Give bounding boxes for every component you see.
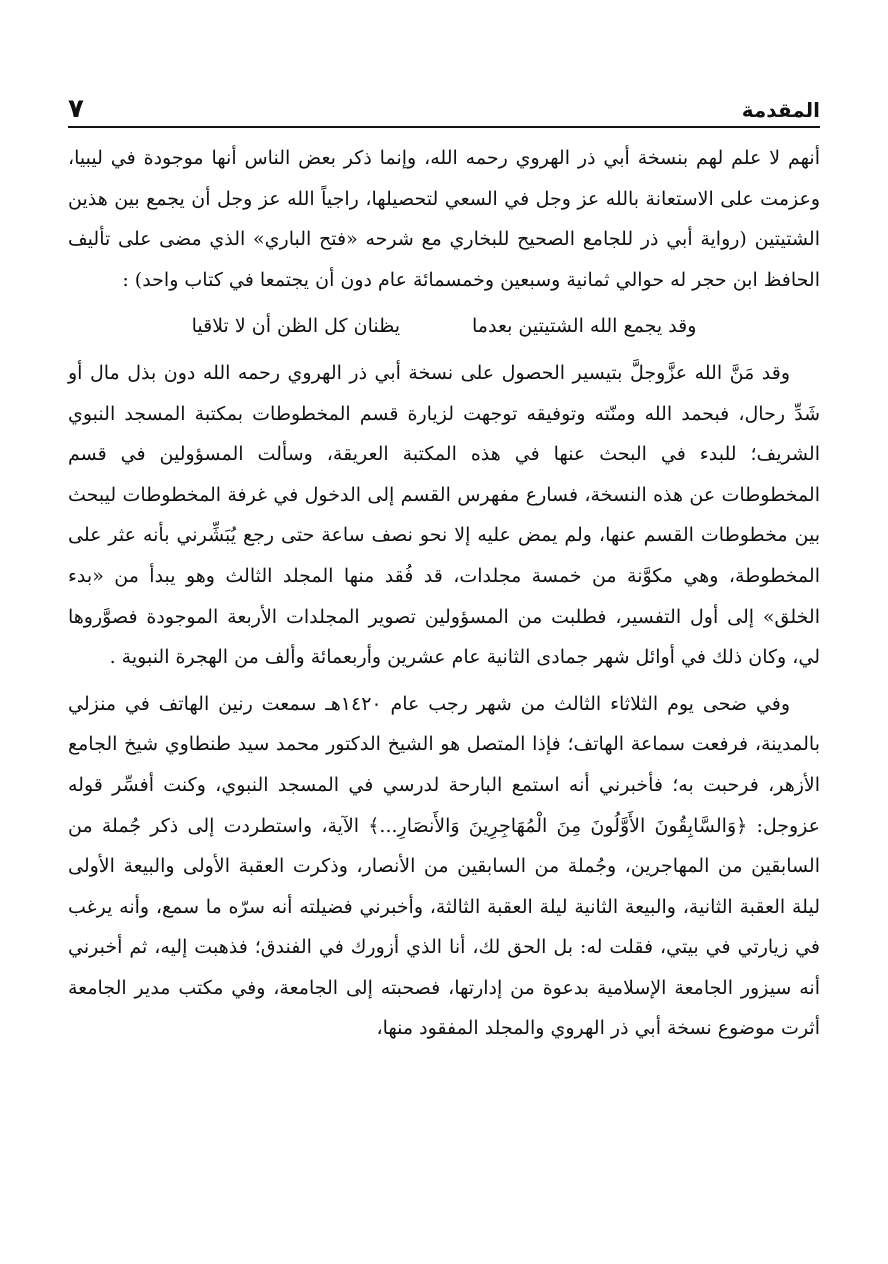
- paragraph-3: وفي ضحى يوم الثلاثاء الثالث من شهر رجب عام ١٤٢٠هـ سمعت رنين الهاتف في منزلي بالمدينة، فرفعت سماعة الهاتف؛ فإذا المتصل هو الشيخ الدكتور محمد سيد طنطاوي شيخ الجامع الأزهر، فرحبت به؛ فأخبرني أنه استمع البارحة لدرسي في المسجد النبوي، وكنت أفسِّر قوله عزوجل: ﴿وَالسَّابِقُونَ الأَوَّلُونَ مِنَ الْمُهَاجِرِينَ وَالأَنصَارِ...﴾ الآية، واستطردت إلى ذكر جُملة من السابقين من المهاجرين، وجُملة من السابقين من الأنصار، وذكرت العقبة الأولى والبيعة الأولى ليلة العقبة الثانية، والبيعة الثانية ليلة العقبة الثالثة، وأخبرني فضيلته أنه سرّه ما سمع، وأنه يرغب في زيارتي في بيتي، فقلت له: بل الحق لك، أنا الذي أزورك في الفندق؛ فذهبت إليه، ثم أخبرني أنه سيزور الجامعة الإسلامية بدعوة من إدارتها، فصحبته إلى الجامعة، وفي مكتب مدير الجامعة أثرت موضوع نسخة أبي ذر الهروي والمجلد المفقود منها،: [68, 692, 820, 1040]
- page-header: [68, 88, 820, 124]
- verse-first-hemistich: وقد يجمع الله الشتيتين بعدما: [472, 315, 697, 338]
- poetry-verse: [68, 306, 820, 347]
- page-number: ٧: [68, 94, 84, 124]
- chapter-title: المقدمة: [741, 98, 820, 122]
- paragraph-2: وقد مَنَّ الله عزَّوجلَّ بتيسير الحصول على نسخة أبي ذر الهروي رحمه الله دون بذل مال أو شَدِّ رحال، فبحمد الله ومنّته وتوفيقه توجهت لزيارة قسم المخطوطات بمكتبة المسجد النبوي الشريف؛ للبدء في البحث عنها في هذه المكتبة العريقة، وسألت المسؤولين في قسم المخطوطات عن هذه النسخة، فسارع مفهرس القسم إلى الدخول في غرفة المخطوطات ليبحث بين مخطوطات القسم عنها، ولم يمض عليه إلا نحو نصف ساعة حتى رجع يُبَشِّرني بأنه عثر على المخطوطة، وهي مكوَّنة من خمسة مجلدات، قد فُقد منها المجلد الثالث وهو يبدأ من «بدء الخلق» إلى أول التفسير، فطلبت من المسؤولين تصوير المجلدات الأربعة الموجودة فصوَّروها لي، وكان ذلك في أوائل شهر جمادى الثانية عام عشرين وأربعمائة وألف من الهجرة النبوية .: [68, 361, 820, 669]
- book-page: [68, 88, 820, 1208]
- paragraph-1: أنهم لا علم لهم بنسخة أبي ذر الهروي رحمه الله، وإنما ذكر بعض الناس أنها موجودة في ليبيا، وعزمت على الاستعانة بالله عز وجل في السعي لتحصيلها، راجياً الله عز وجل أن يجمع بين هذين الشتيتين (رواية أبي ذر للجامع الصحيح للبخاري مع شرحه «فتح الباري» الذي مضى على تأليف الحافظ ابن حجر له حوالي ثمانية وسبعين وخمسمائة عام دون أن يجتمعا في كتاب واحد) :: [68, 147, 820, 291]
- header-divider: [68, 126, 820, 128]
- page-body: [68, 138, 820, 1049]
- verse-second-hemistich: يظنان كل الظن أن لا تلاقيا: [191, 315, 400, 338]
